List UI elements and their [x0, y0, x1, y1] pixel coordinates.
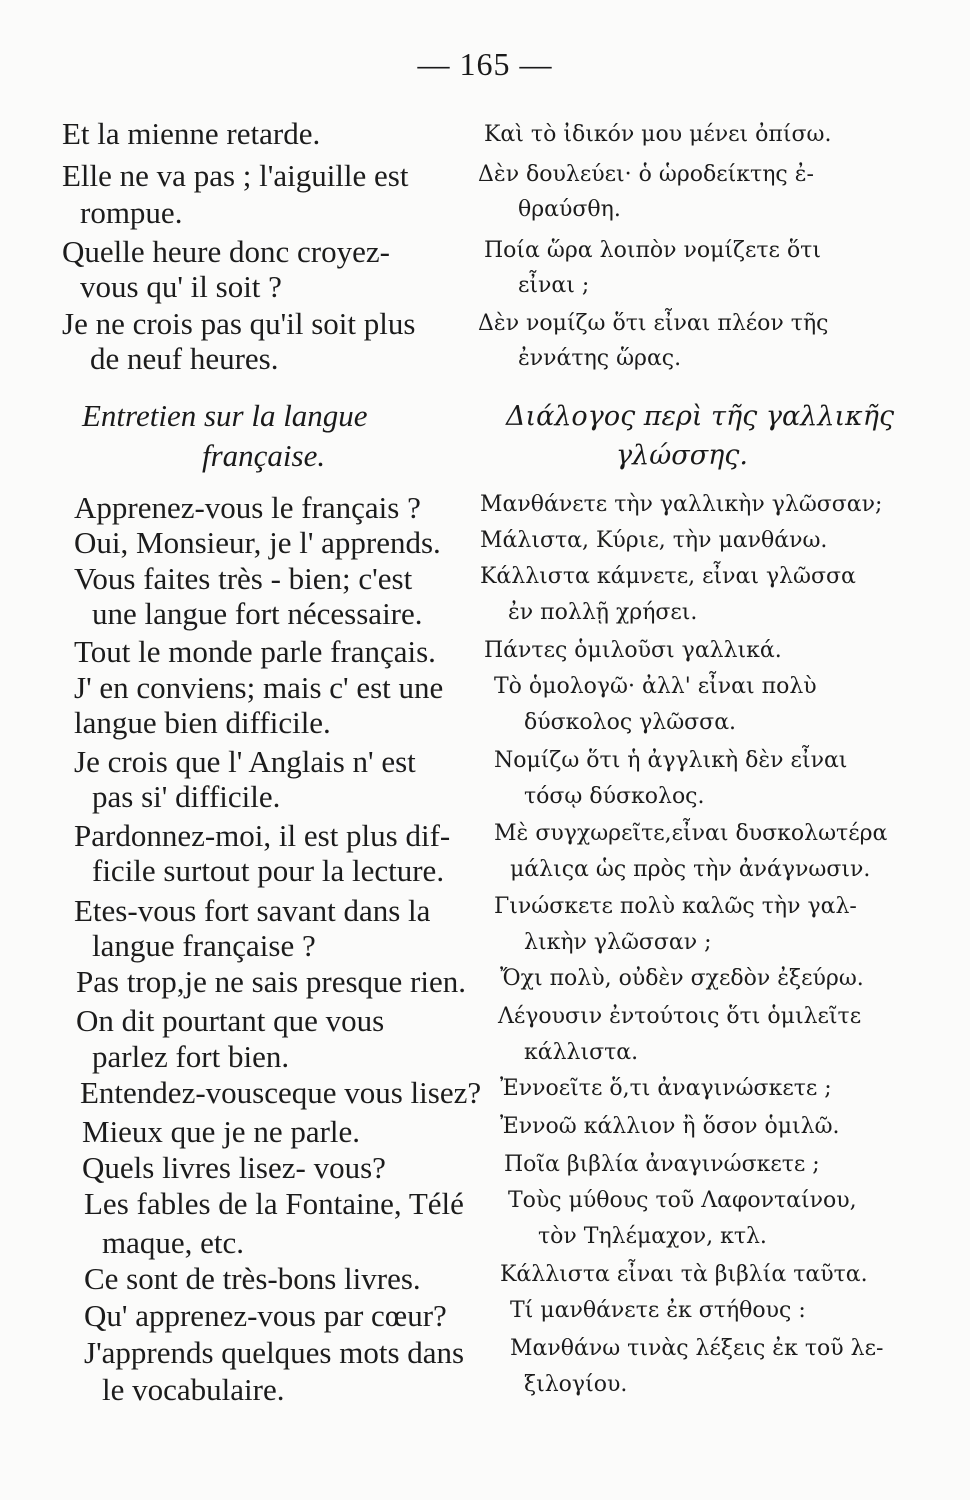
french-line: de neuf heures. — [90, 341, 279, 376]
greek-line: Μανθάνετε τὴν γαλλικὴν γλῶσσαν; — [480, 492, 883, 517]
greek-line: Καὶ τὸ ἰδικόν μου μένει ὀπίσω. — [484, 122, 832, 147]
french-line: pas si' difficile. — [92, 779, 281, 814]
greek-line: Δὲν νομίζω ὅτι εἶναι πλέον τῆς — [478, 311, 829, 336]
french-line: Pardonnez-moi, il est plus dif- — [74, 818, 451, 853]
greek-line: κάλλιστα. — [524, 1040, 639, 1065]
greek-line: Πάντες ὁμιλοῦσι γαλλικά. — [484, 638, 782, 663]
french-line: rompue. — [80, 195, 183, 230]
french-section-heading: Entretien sur la langue — [82, 398, 368, 433]
french-line: Elle ne va pas ; l'aiguille est — [62, 158, 409, 193]
french-line: J' en conviens; mais c' est une — [74, 670, 444, 705]
greek-line: Κάλλιστα εἶναι τὰ βιβλία ταῦτα. — [500, 1262, 868, 1287]
french-line: Etes-vous fort savant dans la — [74, 893, 431, 928]
french-line: Quelle heure donc croyez- — [62, 234, 390, 269]
greek-line: Ποία ὥρα λοιπὸν νομίζετε ὅτι — [484, 238, 821, 263]
page-number: — 165 — — [417, 46, 553, 82]
french-line: Je ne crois pas qu'il soit plus — [62, 306, 416, 341]
french-line: Pas trop,je ne sais presque rien. — [76, 964, 466, 999]
greek-line: Ἐννοῶ κάλλιον ἢ ὅσον ὁμιλῶ. — [500, 1114, 840, 1139]
french-line: le vocabulaire. — [102, 1372, 285, 1407]
greek-line: Ποῖα βιβλία ἀναγινώσκετε ; — [504, 1152, 820, 1177]
greek-line: δύσκολος γλῶσσα. — [524, 710, 737, 735]
greek-line: Ὄχι πολὺ, οὐδὲν σχεδὸν ἐξεύρω. — [500, 966, 864, 991]
french-line: Mieux que je ne parle. — [82, 1114, 361, 1149]
greek-line: λικὴν γλῶσσαν ; — [524, 930, 712, 955]
french-line: On dit pourtant que vous — [76, 1003, 385, 1038]
greek-section-heading: Διάλογος περὶ τῆς γαλλικῆς — [506, 401, 895, 432]
french-line: langue bien difficile. — [74, 705, 331, 740]
greek-line: Νομίζω ὅτι ἡ ἀγγλικὴ δὲν εἶναι — [494, 748, 848, 773]
greek-line: μάλιςα ὡς πρὸς τὴν ἀνάγνωσιν. — [510, 857, 871, 882]
greek-line: ἐν πολλῇ χρήσει. — [508, 600, 698, 625]
french-line: Vous faites très - bien; c'est — [74, 561, 413, 596]
french-line: Entendez-vousceque vous lisez? — [80, 1075, 482, 1110]
french-line: maque, etc. — [102, 1225, 245, 1260]
greek-line: ξιλογίου. — [524, 1372, 628, 1397]
greek-line: Γινώσκετε πολὺ καλῶς τὴν γαλ- — [494, 894, 857, 919]
greek-line: τὸν Τηλέμαχον, κτλ. — [538, 1224, 767, 1249]
greek-line: Τί μανθάνετε ἐκ στήθους : — [510, 1298, 806, 1323]
greek-line: τόσῳ δύσκολος. — [524, 784, 705, 809]
french-line: Tout le monde parle français. — [74, 634, 436, 669]
french-line: Apprenez-vous le français ? — [74, 490, 421, 525]
french-line: Les fables de la Fontaine, Télé — [84, 1186, 464, 1221]
french-line: J'apprends quelques mots dans — [84, 1335, 465, 1370]
french-line: parlez fort bien. — [92, 1039, 290, 1074]
greek-line: Μὲ συγχωρεῖτε,εἶναι δυσκολωτέρα — [494, 821, 888, 846]
greek-line: Κάλλιστα κάμνετε, εἶναι γλῶσσα — [480, 564, 856, 589]
french-line: une langue fort nécessaire. — [92, 596, 423, 631]
french-line: Je crois que l' Anglais n' est — [74, 744, 416, 779]
greek-line: Τὸ ὁμολογῶ· ἀλλ' εἶναι πολὺ — [494, 674, 817, 699]
greek-line: Μανθάνω τινὰς λέξεις ἐκ τοῦ λε- — [510, 1336, 884, 1361]
french-section-heading: française. — [202, 438, 326, 473]
greek-line: εἶναι ; — [518, 273, 590, 298]
greek-line: Ἐννοεῖτε ὅ,τι ἀναγινώσκετε ; — [500, 1076, 832, 1101]
french-line: Ce sont de très-bons livres. — [84, 1261, 421, 1296]
french-line: ficile surtout pour la lecture. — [92, 853, 445, 888]
greek-line: Λέγουσιν ἐντούτοις ὅτι ὁμιλεῖτε — [498, 1004, 862, 1029]
french-line: Oui, Monsieur, je l' apprends. — [74, 525, 441, 560]
greek-line: ἐννάτης ὥρας. — [518, 346, 682, 371]
greek-section-heading: γλώσσης. — [616, 440, 749, 471]
greek-line: Δὲν δουλεύει· ὁ ὡροδείκτης ἐ- — [478, 162, 814, 187]
french-line: langue française ? — [92, 928, 316, 963]
french-line: Et la mienne retarde. — [62, 116, 321, 151]
greek-line: Τοὺς μύθους τοῦ Λαφονταίνου, — [508, 1188, 857, 1213]
greek-line: Μάλιστα, Κύριε, τὴν μανθάνω. — [480, 528, 828, 553]
french-line: vous qu' il soit ? — [80, 269, 282, 304]
french-line: Quels livres lisez- vous? — [82, 1150, 386, 1185]
greek-line: θραύσθη. — [518, 197, 621, 222]
french-line: Qu' apprenez-vous par cœur? — [84, 1298, 447, 1333]
